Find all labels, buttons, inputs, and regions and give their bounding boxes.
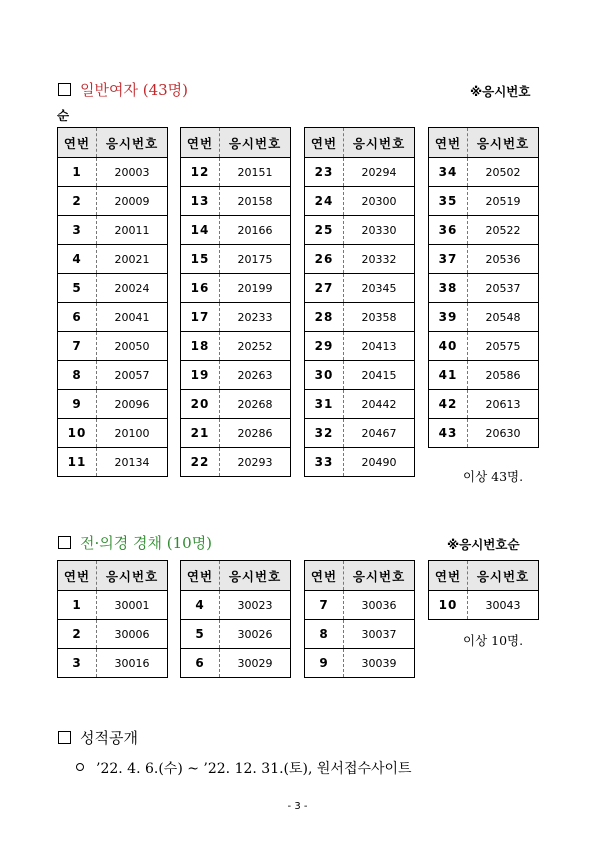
exam-number: 30043 [468, 591, 539, 620]
exam-number: 20519 [468, 187, 539, 216]
applicant-table [57, 127, 168, 477]
table-row [429, 361, 539, 390]
serial-number: 35 [429, 187, 468, 216]
exam-number: 20009 [97, 187, 168, 216]
exam-number: 20490 [344, 448, 415, 477]
header-exam-number: 응시번호 [220, 128, 291, 158]
exam-number: 30029 [220, 649, 291, 678]
exam-number: 20041 [97, 303, 168, 332]
page-number: - 3 - [287, 801, 308, 812]
header-exam-number: 응시번호 [220, 561, 291, 591]
table-row [181, 591, 291, 620]
table-row [429, 216, 539, 245]
table-row [58, 187, 168, 216]
exam-number: 20413 [344, 332, 415, 361]
header-serial: 연번 [305, 128, 344, 158]
exam-number: 20300 [344, 187, 415, 216]
header-serial: 연번 [429, 128, 468, 158]
table-row [58, 303, 168, 332]
exam-number: 20158 [220, 187, 291, 216]
serial-number: 8 [305, 620, 344, 649]
table-row [305, 620, 415, 649]
applicant-table [304, 127, 415, 477]
exam-number: 20175 [220, 245, 291, 274]
serial-number: 2 [58, 620, 97, 649]
section1-title: 일반여자 (43명) [80, 81, 189, 99]
exam-number: 30006 [97, 620, 168, 649]
exam-number: 20199 [220, 274, 291, 303]
table-row [429, 274, 539, 303]
table-row [429, 332, 539, 361]
exam-number: 20003 [97, 158, 168, 187]
header-exam-number: 응시번호 [468, 561, 539, 591]
exam-number: 20293 [220, 448, 291, 477]
table-row [58, 274, 168, 303]
table-row [181, 448, 291, 477]
header-serial: 연번 [429, 561, 468, 591]
section1-title-row [58, 79, 188, 100]
serial-number: 5 [181, 620, 220, 649]
serial-number: 36 [429, 216, 468, 245]
table-header-row [305, 128, 415, 158]
section2-note: ※응시번호순 [447, 537, 520, 552]
table-row [181, 361, 291, 390]
section3-title: 성적공개 [80, 729, 138, 747]
exam-number: 20537 [468, 274, 539, 303]
table-row [305, 158, 415, 187]
serial-number: 2 [58, 187, 97, 216]
header-serial: 연번 [181, 128, 220, 158]
serial-number: 31 [305, 390, 344, 419]
serial-number: 33 [305, 448, 344, 477]
serial-number: 12 [181, 158, 220, 187]
exam-number: 20096 [97, 390, 168, 419]
header-serial: 연번 [181, 561, 220, 591]
exam-number: 20548 [468, 303, 539, 332]
table-row [305, 448, 415, 477]
table-row [181, 303, 291, 332]
exam-number: 20345 [344, 274, 415, 303]
table-row [305, 649, 415, 678]
exam-number: 20294 [344, 158, 415, 187]
header-exam-number: 응시번호 [97, 561, 168, 591]
table-row [305, 591, 415, 620]
serial-number: 24 [305, 187, 344, 216]
serial-number: 1 [58, 158, 97, 187]
section2-title: 전·의경 경채 (10명) [80, 534, 213, 552]
table-header-row [58, 128, 168, 158]
table-row [181, 245, 291, 274]
exam-number: 20502 [468, 158, 539, 187]
table-row [58, 216, 168, 245]
section3-title-row [58, 727, 138, 748]
serial-number: 29 [305, 332, 344, 361]
table-row [429, 187, 539, 216]
table-row [58, 620, 168, 649]
table-header-row [181, 561, 291, 591]
serial-number: 5 [58, 274, 97, 303]
bullet-circle-icon [76, 763, 84, 771]
header-serial: 연번 [305, 561, 344, 591]
exam-number: 30026 [220, 620, 291, 649]
header-exam-number: 응시번호 [344, 561, 415, 591]
table-row [181, 158, 291, 187]
table-row [305, 245, 415, 274]
table-row [429, 245, 539, 274]
exam-number: 20134 [97, 448, 168, 477]
exam-number: 20442 [344, 390, 415, 419]
exam-number: 20024 [97, 274, 168, 303]
table-row [181, 187, 291, 216]
checkbox-square-icon [58, 83, 71, 96]
serial-number: 16 [181, 274, 220, 303]
table-row [58, 649, 168, 678]
table-row [181, 216, 291, 245]
serial-number: 15 [181, 245, 220, 274]
exam-number: 30039 [344, 649, 415, 678]
serial-number: 22 [181, 448, 220, 477]
table-row [305, 303, 415, 332]
table-row [181, 649, 291, 678]
serial-number: 7 [58, 332, 97, 361]
section2-total: 이상 10명. [463, 633, 524, 648]
exam-number: 20263 [220, 361, 291, 390]
serial-number: 27 [305, 274, 344, 303]
serial-number: 10 [58, 419, 97, 448]
exam-number: 20011 [97, 216, 168, 245]
table-header-row [429, 128, 539, 158]
table-row [58, 245, 168, 274]
serial-number: 34 [429, 158, 468, 187]
serial-number: 40 [429, 332, 468, 361]
serial-number: 41 [429, 361, 468, 390]
exam-number: 20268 [220, 390, 291, 419]
serial-number: 30 [305, 361, 344, 390]
applicant-table [304, 560, 415, 678]
table-row [58, 419, 168, 448]
header-exam-number: 응시번호 [97, 128, 168, 158]
table-header-row [429, 561, 539, 591]
serial-number: 38 [429, 274, 468, 303]
serial-number: 32 [305, 419, 344, 448]
exam-number: 20536 [468, 245, 539, 274]
serial-number: 19 [181, 361, 220, 390]
serial-number: 21 [181, 419, 220, 448]
table-row [58, 158, 168, 187]
table-row [429, 419, 539, 448]
exam-number: 30037 [344, 620, 415, 649]
serial-number: 9 [58, 390, 97, 419]
serial-number: 1 [58, 591, 97, 620]
section1-total: 이상 43명. [463, 469, 524, 484]
exam-number: 20332 [344, 245, 415, 274]
serial-number: 10 [429, 591, 468, 620]
exam-number: 20233 [220, 303, 291, 332]
section1-note: ※응시번호 [470, 84, 531, 99]
serial-number: 37 [429, 245, 468, 274]
header-exam-number: 응시번호 [344, 128, 415, 158]
checkbox-square-icon [58, 731, 71, 744]
serial-number: 20 [181, 390, 220, 419]
applicant-table [180, 560, 291, 678]
exam-number: 20575 [468, 332, 539, 361]
checkbox-square-icon [58, 536, 71, 549]
serial-number: 6 [181, 649, 220, 678]
exam-number: 20630 [468, 419, 539, 448]
table-row [181, 274, 291, 303]
serial-number: 43 [429, 419, 468, 448]
header-serial: 연번 [58, 561, 97, 591]
table-header-row [305, 561, 415, 591]
serial-number: 13 [181, 187, 220, 216]
table-row [58, 332, 168, 361]
serial-number: 11 [58, 448, 97, 477]
serial-number: 28 [305, 303, 344, 332]
exam-number: 20415 [344, 361, 415, 390]
table-row [429, 591, 539, 620]
exam-number: 20613 [468, 390, 539, 419]
serial-number: 26 [305, 245, 344, 274]
serial-number: 7 [305, 591, 344, 620]
table-header-row [181, 128, 291, 158]
table-row [305, 390, 415, 419]
applicant-table [428, 560, 539, 620]
exam-number: 20286 [220, 419, 291, 448]
table-row [58, 591, 168, 620]
applicant-table [428, 127, 539, 448]
table-row [58, 390, 168, 419]
exam-number: 20330 [344, 216, 415, 245]
serial-number: 42 [429, 390, 468, 419]
table-header-row [58, 561, 168, 591]
exam-number: 30036 [344, 591, 415, 620]
exam-number: 20522 [468, 216, 539, 245]
exam-number: 30023 [220, 591, 291, 620]
table-row [181, 620, 291, 649]
serial-number: 18 [181, 332, 220, 361]
exam-number: 20021 [97, 245, 168, 274]
exam-number: 20100 [97, 419, 168, 448]
exam-number: 20151 [220, 158, 291, 187]
table-row [305, 274, 415, 303]
serial-number: 3 [58, 649, 97, 678]
serial-number: 8 [58, 361, 97, 390]
table-row [58, 448, 168, 477]
table-row [181, 419, 291, 448]
header-exam-number: 응시번호 [468, 128, 539, 158]
serial-number: 6 [58, 303, 97, 332]
exam-number: 30001 [97, 591, 168, 620]
exam-number: 20166 [220, 216, 291, 245]
table-row [429, 158, 539, 187]
exam-number: 30016 [97, 649, 168, 678]
exam-number: 20057 [97, 361, 168, 390]
serial-number: 39 [429, 303, 468, 332]
table-row [305, 361, 415, 390]
table-row [181, 332, 291, 361]
serial-number: 17 [181, 303, 220, 332]
exam-number: 20467 [344, 419, 415, 448]
exam-number: 20252 [220, 332, 291, 361]
serial-number: 4 [181, 591, 220, 620]
section1-note-continued: 순 [57, 108, 70, 123]
table-row [181, 390, 291, 419]
exam-number: 20586 [468, 361, 539, 390]
section2-title-row [58, 532, 212, 553]
table-row [58, 361, 168, 390]
header-serial: 연번 [58, 128, 97, 158]
table-row [305, 216, 415, 245]
table-row [305, 187, 415, 216]
table-row [429, 390, 539, 419]
serial-number: 23 [305, 158, 344, 187]
applicant-table [57, 560, 168, 678]
serial-number: 25 [305, 216, 344, 245]
table-row [429, 303, 539, 332]
exam-number: 20050 [97, 332, 168, 361]
applicant-table [180, 127, 291, 477]
serial-number: 3 [58, 216, 97, 245]
serial-number: 4 [58, 245, 97, 274]
section3-item-text: ’22. 4. 6.(수) ~ ’22. 12. 31.(토), 원서접수사이트 [96, 761, 412, 777]
table-row [305, 332, 415, 361]
serial-number: 9 [305, 649, 344, 678]
serial-number: 14 [181, 216, 220, 245]
section3-item [76, 758, 412, 778]
table-row [305, 419, 415, 448]
exam-number: 20358 [344, 303, 415, 332]
